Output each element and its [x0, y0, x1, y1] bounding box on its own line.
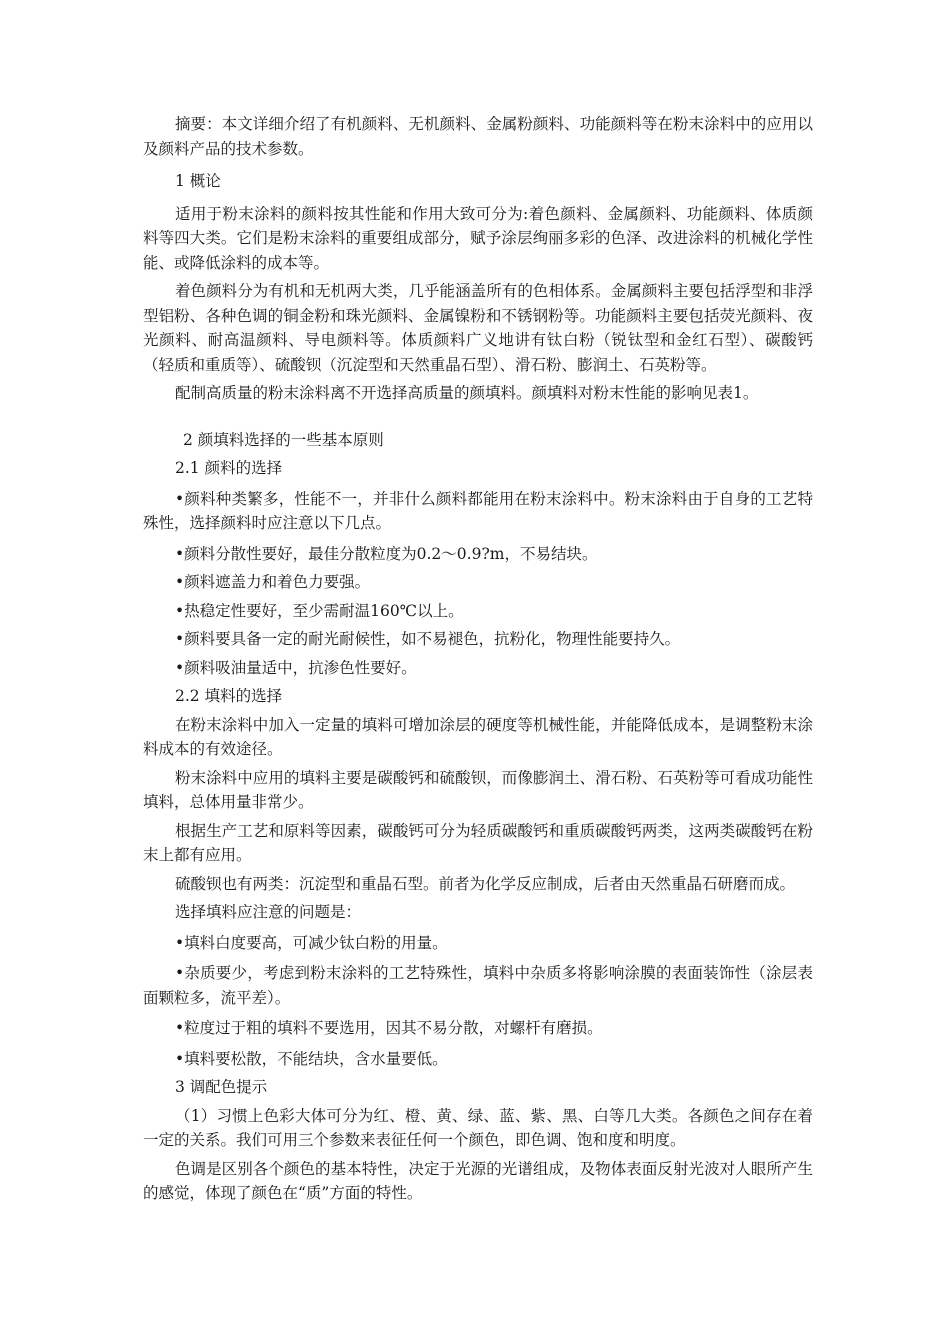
- abstract: 摘要：本文详细介绍了有机颜料、无机颜料、金属粉颜料、功能颜料等在粉末涂料中的应用以及颜料产品的技术参数。: [143, 115, 813, 158]
- list-item: •粒度过于粗的填料不要选用，因其不易分散，对螺杆有磨损。: [175, 1019, 603, 1037]
- section-2-2-paragraph: 粉末涂料中应用的填料主要是碳酸钙和硫酸钡，而像膨润土、滑石粉、石英粉等可看成功能性填料，总体用量非常少。: [143, 768, 813, 811]
- list-item: •填料白度要高，可减少钛白粉的用量。: [175, 933, 448, 952]
- list-item: •颜料要具备一定的耐光耐候性，如不易褪色，抗粉化，物理性能要持久。: [175, 630, 681, 648]
- section-2-2-paragraph: 在粉末涂料中加入一定量的填料可增加涂层的硬度等机械性能，并能降低成本，是调整粉末涂料成本的有效途径。: [143, 715, 813, 758]
- list-item: •颜料分散性要好，最佳分散粒度为0.2～0.9?m，不易结块。: [175, 544, 598, 563]
- section-2-2-paragraph: 选择填料应注意的问题是：: [175, 903, 362, 921]
- list-item: •填料要松散，不能结块，含水量要低。: [175, 1049, 448, 1068]
- section-3-heading: 3 调配色提示: [175, 1078, 268, 1096]
- section-3-paragraph: （1）习惯上色彩大体可分为红、橙、黄、绿、蓝、紫、黑、白等几大类。各颜色之间存在着一定的关系。我们可用三个参数来表征任何一个颜色，即色调、饱和度和明度。: [143, 1106, 813, 1149]
- section-2-2-paragraph: 根据生产工艺和原料等因素，碳酸钙可分为轻质碳酸钙和重质碳酸钙两类，这两类碳酸钙在粉末上都有应用。: [143, 821, 813, 864]
- section-1-paragraph: 着色颜料分为有机和无机两大类，几乎能涵盖所有的色相体系。金属颜料主要包括浮型和非浮型铝粉、各种色调的铜金粉和珠光颜料、金属镍粉和不锈钢粉等。功能颜料主要包括荧光颜料、夜光颜料、耐高温颜料、导电颜料等。体质颜料广义地讲有钛白粉（锐钛型和金红石型）、碳酸钙（轻质和重质等）、硫酸钡（沉淀型和天然重晶石型）、滑石粉、膨润土、石英粉等。: [143, 282, 813, 374]
- section-3-paragraph: 色调是区别各个颜色的基本特性，决定于光源的光谱组成，及物体表面反射光波对人眼所产生的感觉，体现了颜色在“质”方面的特性。: [143, 1159, 813, 1202]
- section-1-paragraph: 配制高质量的粉末涂料离不开选择高质量的颜填料。颜填料对粉末性能的影响见表1。: [175, 384, 759, 402]
- list-item: •杂质要少，考虑到粉末涂料的工艺特殊性，填料中杂质多将影响涂膜的表面装饰性（涂层表面颗粒多，流平差）。: [143, 964, 813, 1007]
- section-1-heading: 1 概论: [175, 172, 221, 190]
- list-item: •颜料遮盖力和着色力要强。: [175, 573, 371, 591]
- section-2-heading: 2 颜填料选择的一些基本原则: [183, 430, 384, 449]
- list-item: •颜料种类繁多，性能不一，并非什么颜料都能用在粉末涂料中。粉末涂料由于自身的工艺特殊性，选择颜料时应注意以下几点。: [143, 489, 813, 532]
- section-2-1-heading: 2.1 颜料的选择: [175, 459, 283, 477]
- section-2-2-paragraph: 硫酸钡也有两类：沉淀型和重晶石型。前者为化学反应制成，后者由天然重晶石研磨而成。: [175, 874, 796, 893]
- document-body: [143, 112, 813, 1206]
- section-2-2-heading: 2.2 填料的选择: [175, 687, 283, 705]
- section-1-paragraph: 适用于粉末涂料的颜料按其性能和作用大致可分为:着色颜料、金属颜料、功能颜料、体质颜料等四大类。它们是粉末涂料的重要组成部分，赋予涂层绚丽多彩的色泽、改进涂料的机械化学性能、或降低涂料的成本等。: [143, 204, 813, 272]
- list-item: •热稳定性要好，至少需耐温160℃以上。: [175, 601, 464, 620]
- list-item: •颜料吸油量适中，抗渗色性要好。: [175, 658, 417, 677]
